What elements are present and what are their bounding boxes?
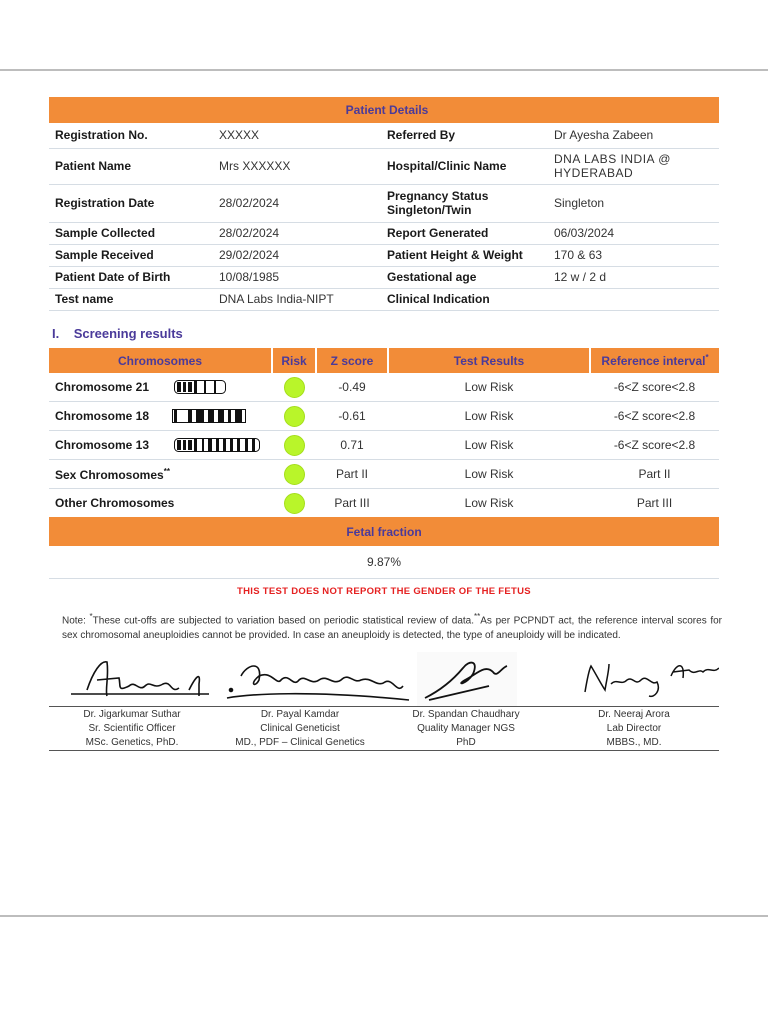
field-label: Patient Date of Birth <box>49 266 213 288</box>
test-result: Low Risk <box>388 373 590 402</box>
field-value: Mrs XXXXXX <box>213 148 381 184</box>
field-label: Test name <box>49 288 213 310</box>
signature-chaudhary <box>417 652 517 706</box>
patient-details-title: Patient Details <box>49 97 719 123</box>
footnote: Note: *These cut-offs are subjected to variation based on periodic statistical review of data.**As per PCPNDT act, the reference interval scores for sex chromosomal aneuploidies cannot be provided. In case an aneuploidy is detected, the type of aneuploidy will be indicated. <box>62 612 722 642</box>
risk-indicator <box>284 377 305 398</box>
signature-kamdar <box>227 666 409 700</box>
field-value: DNA Labs India-NIPT <box>213 288 381 310</box>
z-score: -0.49 <box>316 373 388 402</box>
field-value: 06/03/2024 <box>548 222 719 244</box>
signature-rule <box>49 706 719 707</box>
reference-interval: Part III <box>636 496 673 510</box>
reference-interval: Part II <box>590 460 719 489</box>
signatory-4 <box>550 708 718 750</box>
fetal-fraction-table <box>49 517 719 579</box>
signatory-role: Sr. Scientific Officer <box>88 723 176 734</box>
chromosome-ideogram-icon <box>174 380 226 394</box>
field-label: Gestational age <box>381 266 548 288</box>
table-row <box>49 148 719 184</box>
header-test-results: Test Results <box>388 348 590 373</box>
field-label: Sample Received <box>49 244 213 266</box>
field-value: 29/02/2024 <box>213 244 381 266</box>
table-row <box>49 402 719 431</box>
header-reference-interval: Reference interval* <box>590 348 719 373</box>
signatures-area <box>49 650 719 708</box>
field-label: Pregnancy Status Singleton/Twin <box>381 184 548 222</box>
reference-interval: -6<Z score<2.8 <box>590 431 719 460</box>
signatory-name: Dr. Spandan Chaudhary <box>412 709 520 720</box>
signatory-qualification: MBBS., MD. <box>606 737 662 748</box>
risk-indicator <box>284 406 305 427</box>
test-result: Low Risk <box>388 402 590 431</box>
field-label: Referred By <box>381 123 548 148</box>
signature-bottom-rule <box>49 750 719 751</box>
chromosome-name: Chromosome 21 <box>55 379 150 394</box>
table-row <box>49 123 719 148</box>
signatory-role: Clinical Geneticist <box>260 723 340 734</box>
table-row <box>49 460 719 489</box>
bottom-divider <box>0 915 768 917</box>
field-label: Patient Name <box>49 148 213 184</box>
footnote-mark: ** <box>163 466 170 476</box>
gender-warning: THIS TEST DOES NOT REPORT THE GENDER OF THE FETUS <box>237 586 531 597</box>
header-zscore: Z score <box>316 348 388 373</box>
chromosome-ideogram-icon <box>172 409 246 423</box>
signatory-role: Lab Director <box>606 723 662 734</box>
field-label: Registration Date <box>49 184 213 222</box>
top-divider <box>0 69 768 71</box>
signatory-role: Quality Manager NGS <box>417 723 515 734</box>
reference-interval: -6<Z score<2.8 <box>590 373 719 402</box>
fetal-fraction-title: Fetal fraction <box>49 517 719 546</box>
signatory-1 <box>48 708 216 750</box>
test-result: Low Risk <box>388 431 590 460</box>
field-label: Patient Height & Weight <box>381 244 548 266</box>
field-value: DNA LABS INDIA @ HYDERABAD <box>548 148 719 184</box>
z-score: Part III <box>334 496 370 510</box>
table-row <box>49 222 719 244</box>
signatory-name: Dr. Payal Kamdar <box>260 709 340 720</box>
signatory-name: Dr. Jigarkumar Suthar <box>83 709 181 720</box>
table-row <box>49 288 719 310</box>
chromosome-ideogram-icon <box>174 438 260 452</box>
signatory-qualification: MSc. Genetics, PhD. <box>85 737 179 748</box>
risk-indicator <box>284 493 305 514</box>
table-row <box>49 266 719 288</box>
signatory-name: Dr. Neeraj Arora <box>598 709 670 720</box>
signature-suthar <box>71 662 209 696</box>
patient-details-table <box>49 97 719 311</box>
field-value: 12 w / 2 d <box>548 266 719 288</box>
risk-indicator <box>284 464 305 485</box>
test-result: Low Risk <box>388 460 590 489</box>
reference-interval: -6<Z score<2.8 <box>590 402 719 431</box>
risk-indicator <box>284 435 305 456</box>
signatory-2 <box>216 708 384 750</box>
header-chromosomes: Chromosomes <box>49 348 272 373</box>
test-result: Low Risk <box>464 496 514 510</box>
section-number: I. <box>52 326 60 341</box>
table-row <box>49 489 719 518</box>
field-value <box>548 288 719 310</box>
signatory-qualification: PhD <box>456 737 476 748</box>
field-value: XXXXX <box>213 123 381 148</box>
field-value: 28/02/2024 <box>213 222 381 244</box>
field-value: Dr Ayesha Zabeen <box>548 123 719 148</box>
signatory-qualification: MD., PDF – Clinical Genetics <box>235 737 365 748</box>
chromosome-name: Other Chromosomes <box>55 496 175 510</box>
field-label: Clinical Indication <box>381 288 548 310</box>
screening-section-title <box>52 326 183 341</box>
field-label: Registration No. <box>49 123 213 148</box>
table-row <box>49 184 719 222</box>
table-row <box>49 373 719 402</box>
chromosome-name: Sex Chromosomes <box>55 467 164 482</box>
field-value: 28/02/2024 <box>213 184 381 222</box>
field-label: Report Generated <box>381 222 548 244</box>
chromosome-name: Chromosome 13 <box>55 437 150 452</box>
chromosome-name: Chromosome 18 <box>55 408 150 423</box>
field-label: Sample Collected <box>49 222 213 244</box>
signature-arora <box>585 664 719 696</box>
fetal-fraction-value: 9.87% <box>49 546 719 579</box>
z-score: Part II <box>316 460 388 489</box>
z-score: -0.61 <box>316 402 388 431</box>
field-value: 170 & 63 <box>548 244 719 266</box>
table-row <box>49 431 719 460</box>
z-score: 0.71 <box>316 431 388 460</box>
field-label: Hospital/Clinic Name <box>381 148 548 184</box>
table-row <box>49 244 719 266</box>
field-value: 10/08/1985 <box>213 266 381 288</box>
section-title-text: Screening results <box>73 326 183 341</box>
field-value: Singleton <box>548 184 719 222</box>
screening-results-table <box>49 348 719 517</box>
signatory-3 <box>382 708 550 750</box>
header-risk: Risk <box>272 348 316 373</box>
